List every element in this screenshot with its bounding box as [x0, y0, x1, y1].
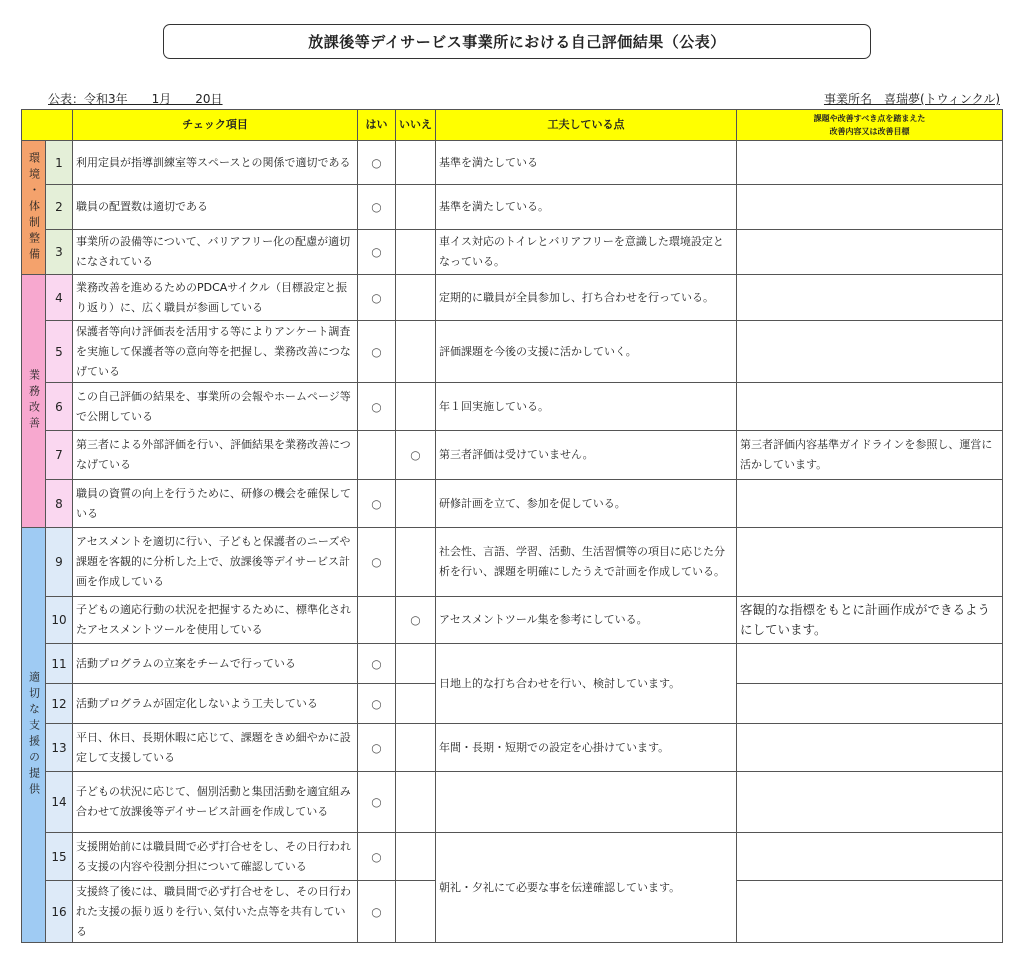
table-row — [22, 528, 1003, 597]
yes-mark — [358, 597, 396, 644]
improvement-cell — [737, 321, 1003, 383]
check-item: 子どもの適応行動の状況を把握するために、標準化されたアセスメントツールを使用している — [73, 597, 358, 644]
improvement-cell — [737, 141, 1003, 185]
yes-mark: ○ — [358, 275, 396, 321]
no-mark — [396, 383, 436, 431]
table-row — [22, 185, 1003, 230]
effort-cell-merged: 朝礼・夕礼にて必要な事を伝達確認しています。 — [436, 833, 737, 943]
row-number: 1 — [46, 141, 73, 185]
improvement-cell — [737, 833, 1003, 881]
category-business: 業務改善 — [22, 275, 46, 528]
no-mark — [396, 724, 436, 772]
row-number: 16 — [46, 881, 73, 943]
no-mark — [396, 881, 436, 943]
effort-cell: 第三者評価は受けていません。 — [436, 431, 737, 480]
no-mark — [396, 480, 436, 528]
improvement-cell — [737, 684, 1003, 724]
effort-cell-merged: 日地上的な打ち合わせを行い、検討しています。 — [436, 644, 737, 724]
effort-cell: 年１回実施している。 — [436, 383, 737, 431]
check-item: 活動プログラムの立案をチームで行っている — [73, 644, 358, 684]
header-improvements-line2: 改善内容又は改善目標 — [829, 127, 910, 136]
improvement-cell — [737, 772, 1003, 833]
effort-cell: 評価課題を今後の支援に活かしていく。 — [436, 321, 737, 383]
table-row — [22, 141, 1003, 185]
row-number: 13 — [46, 724, 73, 772]
table-row — [22, 644, 1003, 684]
yes-mark: ○ — [358, 321, 396, 383]
table-row — [22, 230, 1003, 275]
check-item: 支援開始前には職員間で必ず打合せをし、その日行われる支援の内容や役割分担について確認している — [73, 833, 358, 881]
effort-cell: 車イス対応のトイレとバリアフリーを意識した環境設定となっている。 — [436, 230, 737, 275]
effort-cell: 年間・長期・短期での設定を心掛けています。 — [436, 724, 737, 772]
no-mark — [396, 230, 436, 275]
effort-cell: 基準を満たしている。 — [436, 185, 737, 230]
yes-mark: ○ — [358, 684, 396, 724]
table-row — [22, 724, 1003, 772]
table-row — [22, 597, 1003, 644]
no-mark — [396, 321, 436, 383]
check-item: アセスメントを適切に行い、子どもと保護者のニーズや課題を客観的に分析した上で、放課後等デイサービス計画を作成している — [73, 528, 358, 597]
row-number: 4 — [46, 275, 73, 321]
row-number: 15 — [46, 833, 73, 881]
improvement-cell — [737, 185, 1003, 230]
check-item: 活動プログラムが固定化しないよう工夫している — [73, 684, 358, 724]
header-efforts: 工夫している点 — [436, 110, 737, 141]
improvement-cell — [737, 383, 1003, 431]
no-mark — [396, 833, 436, 881]
improvement-cell: 第三者評価内容基準ガイドラインを参照し、運営に活かしています。 — [737, 431, 1003, 480]
yes-mark: ○ — [358, 185, 396, 230]
effort-cell: 基準を満たしている — [436, 141, 737, 185]
check-item: 職員の配置数は適切である — [73, 185, 358, 230]
row-number: 8 — [46, 480, 73, 528]
table-row — [22, 383, 1003, 431]
no-mark: ○ — [396, 597, 436, 644]
check-item: 保護者等向け評価表を活用する等によりアンケート調査を実施して保護者等の意向等を把握し、業務改善につなげている — [73, 321, 358, 383]
no-mark: ○ — [396, 431, 436, 480]
no-mark — [396, 528, 436, 597]
effort-cell — [436, 772, 737, 833]
yes-mark: ○ — [358, 528, 396, 597]
yes-mark: ○ — [358, 644, 396, 684]
yes-mark: ○ — [358, 230, 396, 275]
effort-cell: 研修計画を立て、参加を促している。 — [436, 480, 737, 528]
yes-mark — [358, 431, 396, 480]
improvement-cell — [737, 480, 1003, 528]
no-mark — [396, 185, 436, 230]
publication-date: 公表：令和3年 1月 20日 — [48, 92, 223, 106]
yes-mark: ○ — [358, 141, 396, 185]
row-number: 6 — [46, 383, 73, 431]
check-item: 平日、休日、長期休暇に応じて、課題をきめ細やかに設定して支援している — [73, 724, 358, 772]
check-item: 子どもの状況に応じて、個別活動と集団活動を適宜組み合わせて放課後等デイサービス計画を作成している — [73, 772, 358, 833]
effort-cell: 定期的に職員が全員参加し、打ち合わせを行っている。 — [436, 275, 737, 321]
row-number: 9 — [46, 528, 73, 597]
check-item: 業務改善を進めるためのPDCAサイクル（目標設定と振り返り）に、広く職員が参画している — [73, 275, 358, 321]
row-number: 14 — [46, 772, 73, 833]
row-number: 5 — [46, 321, 73, 383]
office-name: 事業所名 喜瑞夢(トウィンクル) — [823, 92, 1000, 106]
check-item: 職員の資質の向上を行うために、研修の機会を確保している — [73, 480, 358, 528]
yes-mark: ○ — [358, 480, 396, 528]
improvement-cell — [737, 724, 1003, 772]
improvement-cell — [737, 528, 1003, 597]
table-row — [22, 275, 1003, 321]
improvement-cell — [737, 230, 1003, 275]
row-number: 10 — [46, 597, 73, 644]
yes-mark: ○ — [358, 833, 396, 881]
yes-mark: ○ — [358, 383, 396, 431]
improvement-cell — [737, 275, 1003, 321]
no-mark — [396, 275, 436, 321]
check-item: 事業所の設備等について、バリアフリー化の配慮が適切になされている — [73, 230, 358, 275]
table-row — [22, 431, 1003, 480]
no-mark — [396, 684, 436, 724]
category-environment: 環境・体制整備 — [22, 141, 46, 275]
effort-cell: アセスメントツール集を参考にしている。 — [436, 597, 737, 644]
improvement-cell — [737, 881, 1003, 943]
header-blank — [22, 110, 73, 141]
check-item: 利用定員が指導訓練室等スペースとの関係で適切である — [73, 141, 358, 185]
row-number: 3 — [46, 230, 73, 275]
table-row — [22, 480, 1003, 528]
yes-mark: ○ — [358, 881, 396, 943]
row-number: 12 — [46, 684, 73, 724]
effort-cell: 社会性、言語、学習、活動、生活習慣等の項目に応じた分析を行い、課題を明確にしたうえで計画を作成している。 — [436, 528, 737, 597]
header-improvements — [737, 110, 1003, 141]
table-row — [22, 772, 1003, 833]
header-yes: はい — [358, 110, 396, 141]
row-number: 11 — [46, 644, 73, 684]
check-item: 支援終了後には、職員間で必ず打合せをし、その日行われた支援の振り返りを行い､気付いた点等を共有している — [73, 881, 358, 943]
no-mark — [396, 644, 436, 684]
evaluation-table — [21, 109, 1003, 943]
table-row — [22, 321, 1003, 383]
check-item: この自己評価の結果を、事業所の会報やホームページ等で公開している — [73, 383, 358, 431]
row-number: 7 — [46, 431, 73, 480]
header-no: いいえ — [396, 110, 436, 141]
check-item: 第三者による外部評価を行い、評価結果を業務改善につなげている — [73, 431, 358, 480]
improvement-cell: 客観的な指標をもとに計画作成ができるようにしています。 — [737, 597, 1003, 644]
no-mark — [396, 141, 436, 185]
header-improvements-line1: 課題や改善すべき点を踏まえた — [813, 114, 926, 123]
no-mark — [396, 772, 436, 833]
table-row — [22, 833, 1003, 881]
yes-mark: ○ — [358, 724, 396, 772]
header-row — [22, 110, 1003, 141]
category-support: 適切な支援の提供 — [22, 528, 46, 943]
improvement-cell — [737, 644, 1003, 684]
yes-mark: ○ — [358, 772, 396, 833]
row-number: 2 — [46, 185, 73, 230]
document-title: 放課後等デイサービス事業所における自己評価結果（公表） — [163, 24, 871, 59]
header-check-item: チェック項目 — [73, 110, 358, 141]
